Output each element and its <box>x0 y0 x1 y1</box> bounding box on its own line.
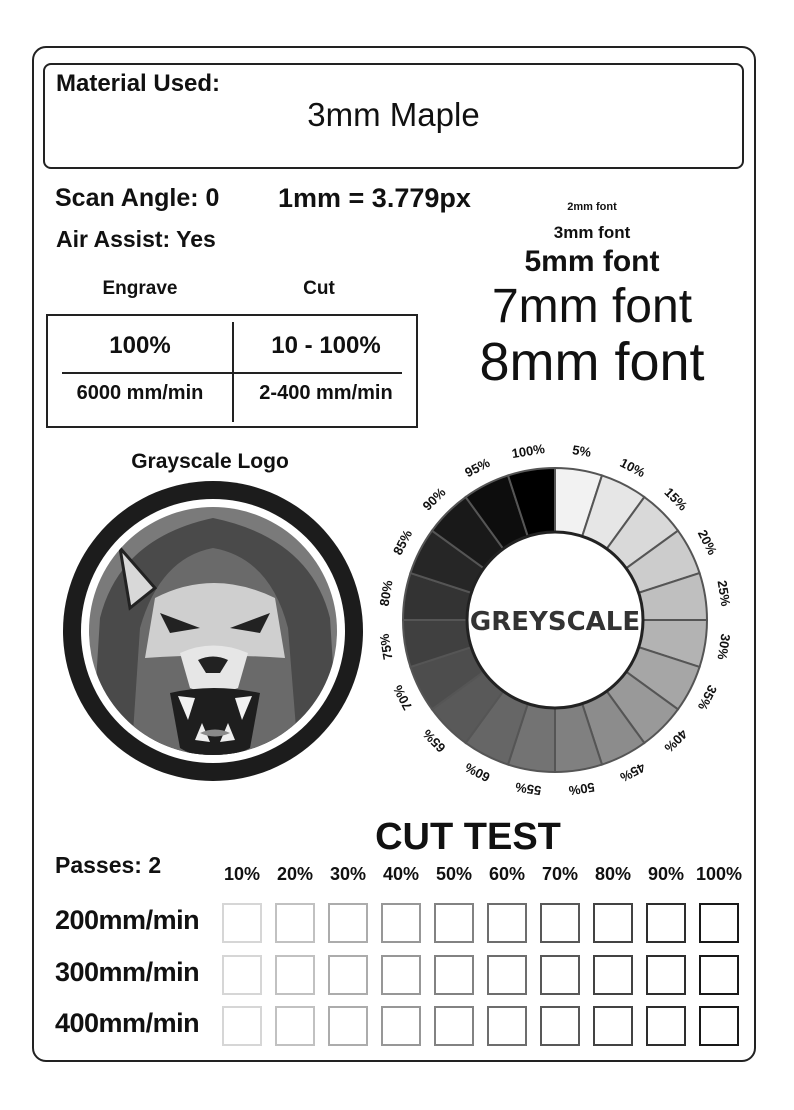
greyscale-step-label: 60% <box>462 759 493 786</box>
greyscale-step-label: 65% <box>419 726 449 756</box>
cut-test-square <box>487 1006 527 1046</box>
cut-power-label: 20% <box>276 864 314 884</box>
engrave-speed-cell: 6000 mm/min <box>76 382 204 404</box>
font-sample-5mm: 5mm font <box>524 245 660 278</box>
cut-test-square <box>487 903 527 943</box>
cut-test-square <box>593 1006 633 1046</box>
scan-angle: Scan Angle: 0 <box>55 184 220 212</box>
cut-speed-label: 300mm/min <box>55 957 200 987</box>
cut-test-square <box>699 1006 739 1046</box>
greyscale-step-label: 90% <box>419 484 449 514</box>
cut-test-square <box>222 903 262 943</box>
cut-test-square <box>699 903 739 943</box>
cut-test-square <box>328 955 368 995</box>
cut-power-label: 60% <box>488 864 526 884</box>
cut-test-square <box>699 955 739 995</box>
cut-test-square <box>381 1006 421 1046</box>
cut-test-square <box>540 1006 580 1046</box>
cut-test-square <box>328 1006 368 1046</box>
cut-test-square <box>222 955 262 995</box>
font-sample-8mm: 8mm font <box>479 332 705 392</box>
cut-power-cell: 10 - 100% <box>271 332 381 359</box>
greyscale-step-label: 80% <box>376 579 396 608</box>
greyscale-center-label: GREYSCALE <box>469 607 641 637</box>
cut-power-label: 70% <box>541 864 579 884</box>
material-value: 3mm Maple <box>307 96 480 133</box>
cut-test-square <box>593 955 633 995</box>
greyscale-step-label: 45% <box>617 759 648 786</box>
cut-test-square <box>487 955 527 995</box>
greyscale-step-label: 75% <box>376 632 396 661</box>
cut-speed-label: 200mm/min <box>55 905 200 935</box>
cut-power-label: 40% <box>382 864 420 884</box>
greyscale-step-label: 35% <box>694 682 721 713</box>
power-speed-table <box>46 314 418 428</box>
scale-ratio: 1mm = 3.779px <box>278 183 471 213</box>
cut-test-square <box>646 903 686 943</box>
cut-test-square <box>540 903 580 943</box>
font-sample-2mm: 2mm font <box>567 201 617 213</box>
cut-power-label: 100% <box>695 864 743 884</box>
cut-test-square <box>540 955 580 995</box>
cut-power-label: 10% <box>223 864 261 884</box>
cut-header: Cut <box>303 278 335 299</box>
air-assist: Air Assist: Yes <box>56 226 216 252</box>
greyscale-wheel <box>360 430 740 810</box>
greyscale-step-label: 100% <box>510 441 546 462</box>
greyscale-step-label: 40% <box>661 726 691 756</box>
greyscale-step-label: 85% <box>389 527 416 558</box>
greyscale-step-label: 55% <box>514 779 543 799</box>
cut-power-label: 50% <box>435 864 473 884</box>
engrave-power-cell: 100% <box>109 332 171 359</box>
greyscale-step-label: 15% <box>661 484 691 514</box>
cut-power-label: 30% <box>329 864 367 884</box>
greyscale-step-label: 95% <box>462 454 493 481</box>
cut-speed-cell: 2-400 mm/min <box>259 382 393 404</box>
cut-test-square <box>434 955 474 995</box>
greyscale-step-label: 10% <box>617 454 648 481</box>
engrave-header: Engrave <box>102 278 178 299</box>
cut-test-square <box>646 1006 686 1046</box>
table-row-divider <box>62 372 402 374</box>
greyscale-step-label: 25% <box>714 579 734 608</box>
cut-test-square <box>328 903 368 943</box>
cut-test-square <box>434 1006 474 1046</box>
greyscale-step-label: 50% <box>567 779 596 799</box>
lion-head-icon <box>60 478 366 784</box>
cut-power-label: 80% <box>594 864 632 884</box>
greyscale-step-label: 5% <box>571 442 593 460</box>
cut-test-square <box>434 903 474 943</box>
cut-power-label: 90% <box>647 864 685 884</box>
cut-test-square <box>275 1006 315 1046</box>
cut-speed-label: 400mm/min <box>55 1008 200 1038</box>
cut-test-square <box>381 903 421 943</box>
passes-count: Passes: 2 <box>55 852 162 878</box>
font-sample-3mm: 3mm font <box>553 223 631 242</box>
greyscale-step-label: 30% <box>714 632 734 661</box>
cut-test-square <box>381 955 421 995</box>
cut-test-title: CUT TEST <box>375 816 561 858</box>
cut-test-square <box>222 1006 262 1046</box>
font-sample-7mm: 7mm font <box>491 280 693 333</box>
cut-test-square <box>593 903 633 943</box>
cut-test-square <box>275 903 315 943</box>
cut-test-square <box>646 955 686 995</box>
logo-title: Grayscale Logo <box>131 450 289 473</box>
material-label: Material Used: <box>56 70 221 97</box>
greyscale-step-label: 70% <box>389 682 416 713</box>
greyscale-step-label: 20% <box>694 527 721 558</box>
cut-test-square <box>275 955 315 995</box>
